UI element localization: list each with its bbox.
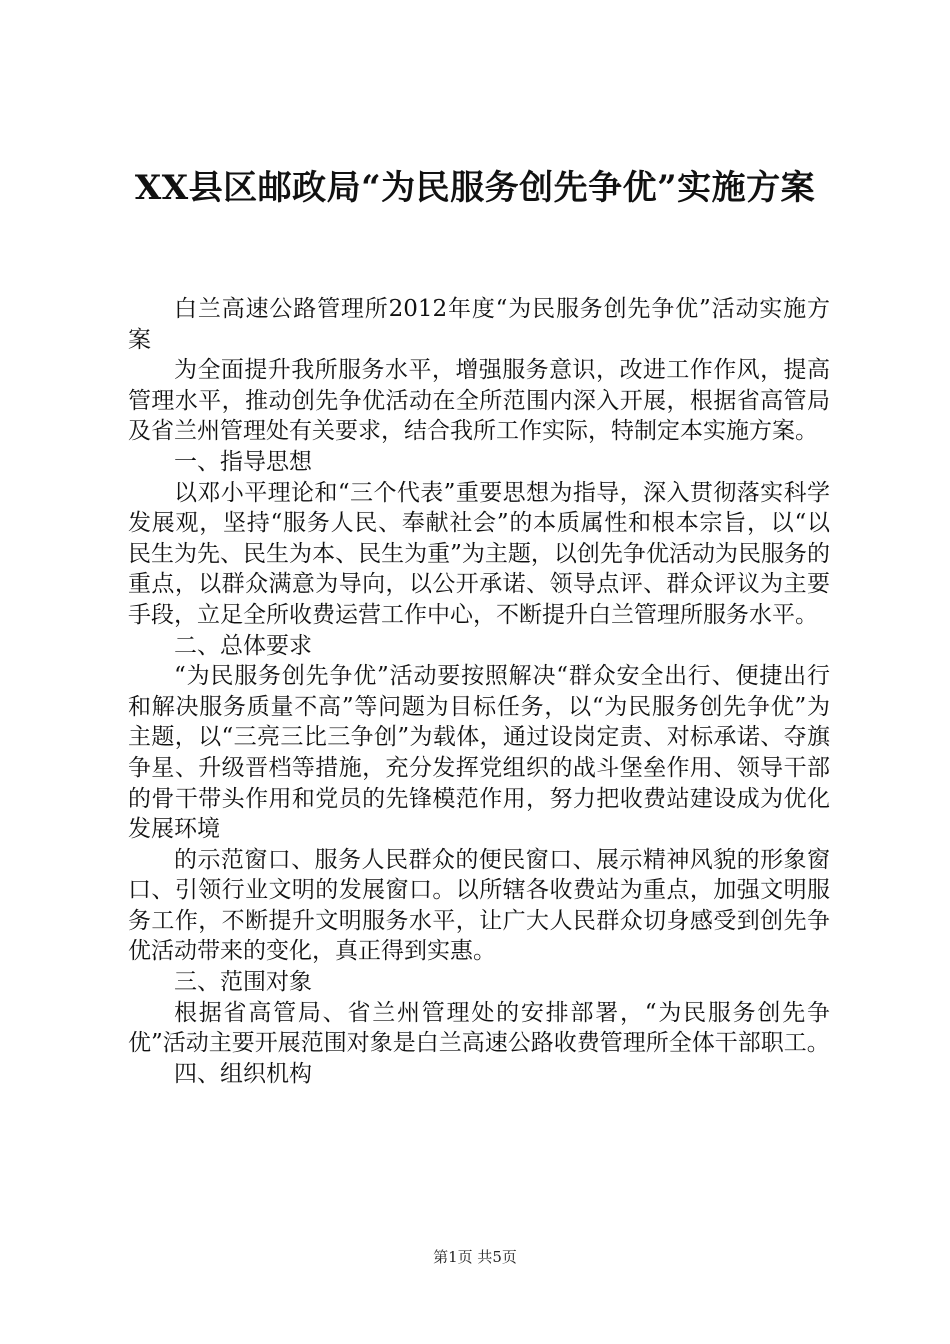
section-heading-organization: 四、组织机构 — [174, 1060, 312, 1087]
paragraph-intro: 为全面提升我所服务水平，增强服务意识，改进工作作风，提高管理水平，推动创先争优活动在全所范围内深入开展，根据省高管局及省兰州管理处有关要求，结合我所工作实际，特制定本实施方案。 — [128, 357, 830, 445]
section-heading-general-requirements: 二、总体要求 — [174, 632, 312, 659]
paragraph-general-requirements: “为民服务创先争优”活动要按照解决“群众安全出行、便捷出行和解决服务质量不高”等问题为目标任务，以“为民服务创先争优”为主题，以“三亮三比三争创”为载体，通过设岗定责、对标承诺、夺旗争星、升级晋档等措施，充分发挥党组织的战斗堡垒作用、领导干部的骨干带头作用和党员的先锋模范作用，努力把收费站建设成为优化发展环境 — [128, 663, 830, 843]
paragraph-heading-plan: 白兰高速公路管理所2012年度“为民服务创先争优”活动实施方案 — [128, 296, 830, 353]
paragraph-scope: 根据省高管局、省兰州管理处的安排部署，“为民服务创先争优”活动主要开展范围对象是白兰高速公路收费管理所全体干部职工。 — [128, 999, 830, 1057]
section-heading-guiding-ideology: 一、指导思想 — [174, 448, 312, 475]
paragraph-general-requirements-continued: 的示范窗口、服务人民群众的便民窗口、展示精神风貌的形象窗口、引领行业文明的发展窗口。以所辖各收费站为重点，加强文明服务工作，不断提升文明服务水平，让广大人民群众切身感受到创先争优活动带来的变化，真正得到实惠。 — [128, 846, 830, 965]
section-heading-scope: 三、范围对象 — [174, 969, 312, 996]
document-body — [128, 294, 830, 1089]
document-title: XX县区邮政局“为民服务创先争优”实施方案 — [134, 168, 816, 208]
paragraph-guiding-ideology: 以邓小平理论和“三个代表”重要思想为指导，深入贯彻落实科学发展观，坚持“服务人民、奉献社会”的本质属性和根本宗旨，以“以民生为先、民生为本、民生为重”为主题，以创先争优活动为民服务的重点，以群众满意为导向，以公开承诺、领导点评、群众评议为主要手段，立足全所收费运营工作中心，不断提升白兰管理所服务水平。 — [128, 479, 830, 628]
page-footer: 第1页 共5页 — [433, 1248, 517, 1266]
